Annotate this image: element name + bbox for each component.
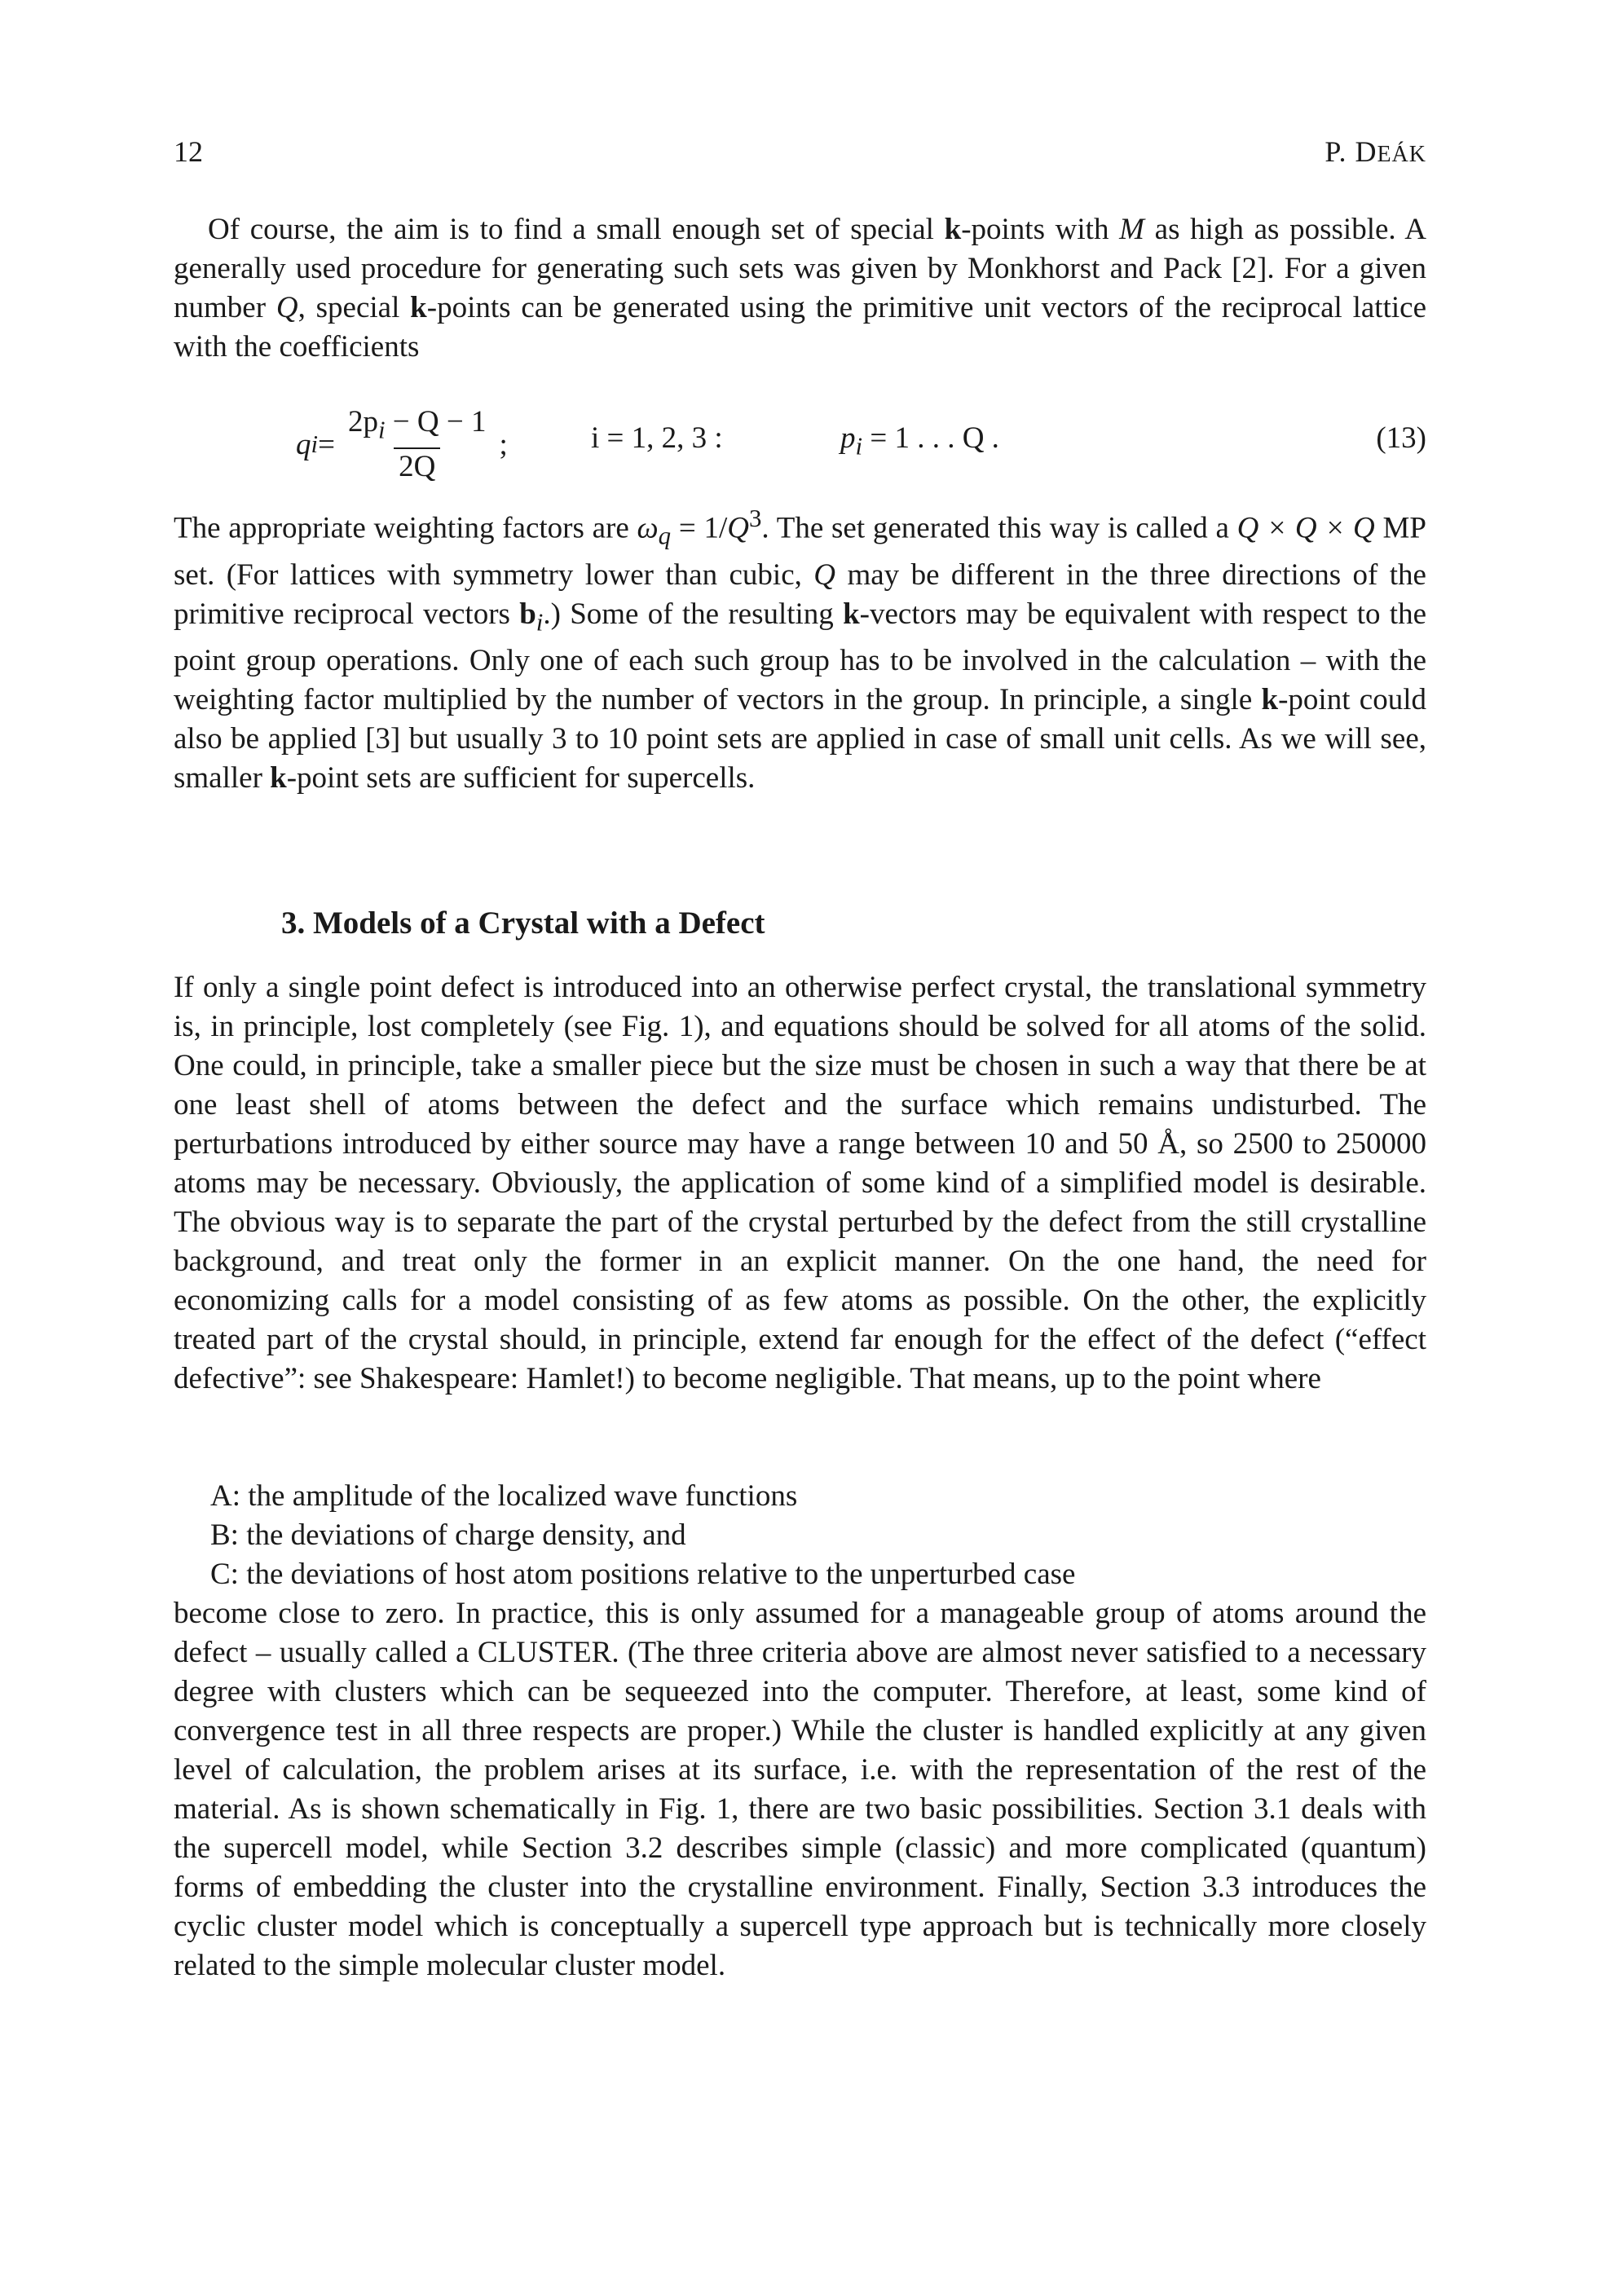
paragraph-cluster: become close to zero. In practice, this is only assumed for a manageable group of atoms around the defect – usually called a CLUSTER. (The three criteria above are almost never satisfied to a necessary degree with clusters which can be sequeezed into the computer. Therefore, at least, some kind of convergence test in all three respects are proper.) While the cluster is handled explicitly at any given level of calculation, the problem arises at its surface, i.e. with the representation of the rest of the material. As is shown schematically in Fig. 1, there are two basic possibilities. Section 3.1 deals with the supercell model, while Section 3.2 describes simple (classic) and more complicated (quantum) forms of embedding the cluster into the crystalline environment. Finally, Section 3.3 introduces the cyclic cluster model which is conceptually a supercell type approach but is technically more closely related to the simple molecular cluster model. xyxy=(174,1597,1426,1982)
running-author: P. DEÁK xyxy=(1325,135,1426,168)
list-item: A: the amplitude of the localized wave functions xyxy=(210,1479,798,1513)
equation-lhs: q i = $\frac{2p_i - Q - 1}{2Q}$ ; xyxy=(296,405,508,484)
equation-fraction: $\frac{2p_i - Q - 1}{2Q}$ xyxy=(347,405,487,484)
equation-number: (13) xyxy=(1376,421,1426,455)
list-item: B: the deviations of charge density, and xyxy=(210,1518,686,1552)
list-item: C: the deviations of host atom positions relative to the unperturbed case xyxy=(210,1558,1076,1591)
section-heading: 3. Models of a Crystal with a Defect xyxy=(281,906,765,941)
paragraph-weighting-factors: The appropriate weighting factors are $\omega_q = 1/Q^3$. The set generated this way is called a Q × Q × Q MP set. (For lattices with symmetry lower than cubic, Q may be different in the three directions of the primitive reciprocal vectors $b_i$.) Some of the resulting k-vectors may be equivalent with respect to the point group operations. Only one of each such group has to be involved in the calculation – with the weighting factor multiplied by the number of vectors in the group. In principle, a single k-point could also be applied [3] but usually 3 to 10 point sets are applied in case of small unit cells. As we will see, smaller k-point sets are sufficient for supercells. xyxy=(174,505,1426,795)
equation-index-range: i = 1, 2, 3 : xyxy=(591,421,723,455)
page-number: 12 xyxy=(174,135,203,168)
paragraph-defect-models: If only a single point defect is introduced into an otherwise perfect crystal, the translational symmetry is, in principle, lost completely (see Fig. 1), and equations should be solved for all atoms of the solid. One could, in principle, take a smaller piece but the size must be chosen in such a way that there be at one least shell of atoms between the defect and the surface which remains undisturbed. The perturbations introduced by either source may have a range between 10 and 50 Å, so 2500 to 250000 atoms may be necessary. Obviously, the application of some kind of a simplified model is desirable. The obvious way is to separate the part of the crystal perturbed by the defect from the still crystalline background, and treat only the former in an explicit manner. On the one hand, the need for economizing calls for a model consisting of as few atoms as possible. On the other, the explicitly treated part of the crystal should, in principle, extend far enough for the effect of the defect (“effect defective”: see Shakespeare: Hamlet!) to become negligible. That means, up to the point where xyxy=(174,971,1426,1395)
criteria-list xyxy=(210,1477,1075,1594)
running-header xyxy=(174,134,1426,175)
equation-p-range: $p_i = 1$ . . . Q . xyxy=(840,421,999,461)
equation-13 xyxy=(174,393,1426,483)
paragraph-kpoints-intro: Of course, the aim is to find a small enough set of special k-points with M as high as possible. A generally used procedure for generating such sets was given by Monkhorst and Pack [2]. For a given number Q, special k-points can be generated using the primitive unit vectors of the reciprocal lattice with the coefficients xyxy=(174,213,1427,364)
